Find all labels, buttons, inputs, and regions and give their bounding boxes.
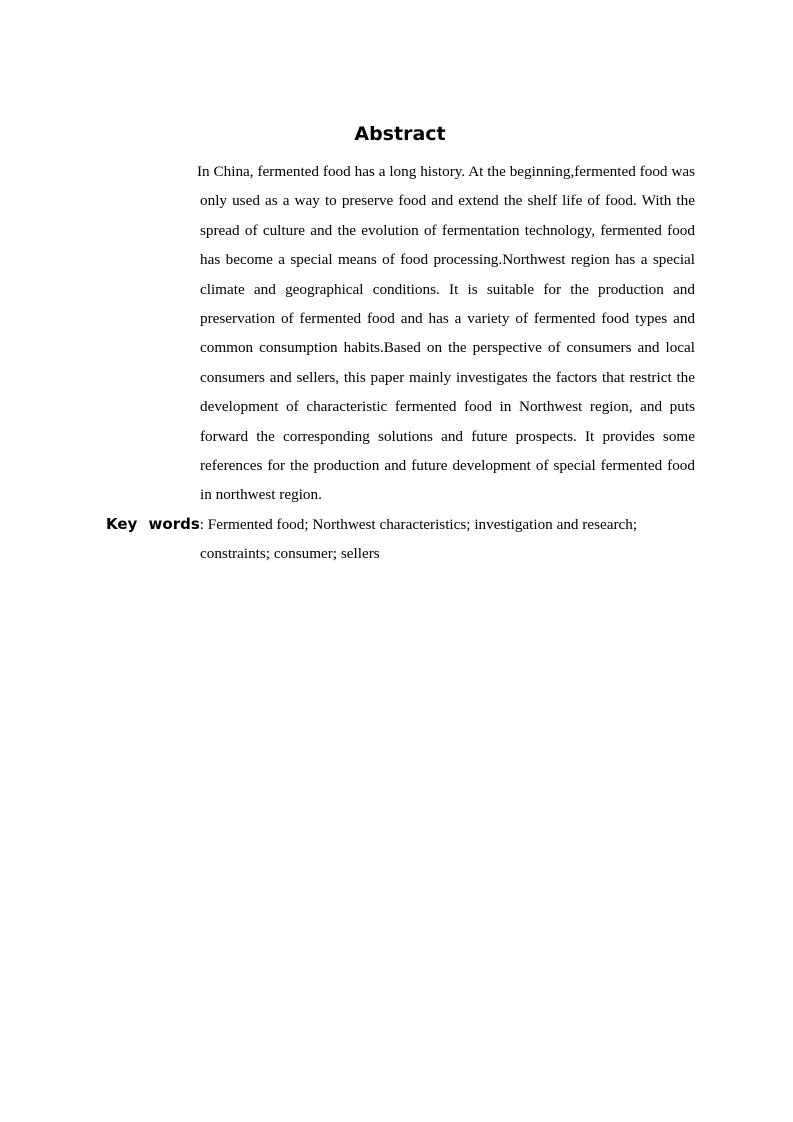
abstract-body: In China, fermented food has a long history. At the beginning,fermented food was only used as a way to preserve food and extend the shelf life of food. With the spread of culture and the evolution of fermentation technology, fermented food has become a special means of food processing.Northwest region has a special climate and geographical conditions. It is suitable for the production and preservation of fermented food and has a variety of fermented food types and common consumption habits.Based on the perspective of consumers and local consumers and sellers, this paper mainly investigates the factors that restrict the development of characteristic fermented food in Northwest region, and puts forward the corresponding solutions and future prospects. It provides some references for the production and future development of special fermented food in northwest region. <box>197 163 695 504</box>
keywords-line <box>106 510 695 539</box>
keywords-text-line1: : Fermented food; Northwest characteristics; investigation and research; <box>199 516 638 533</box>
keywords-label: Key words <box>106 515 200 533</box>
abstract-title: Abstract <box>354 123 446 145</box>
keywords-text-line2: constraints; consumer; sellers <box>200 545 380 562</box>
